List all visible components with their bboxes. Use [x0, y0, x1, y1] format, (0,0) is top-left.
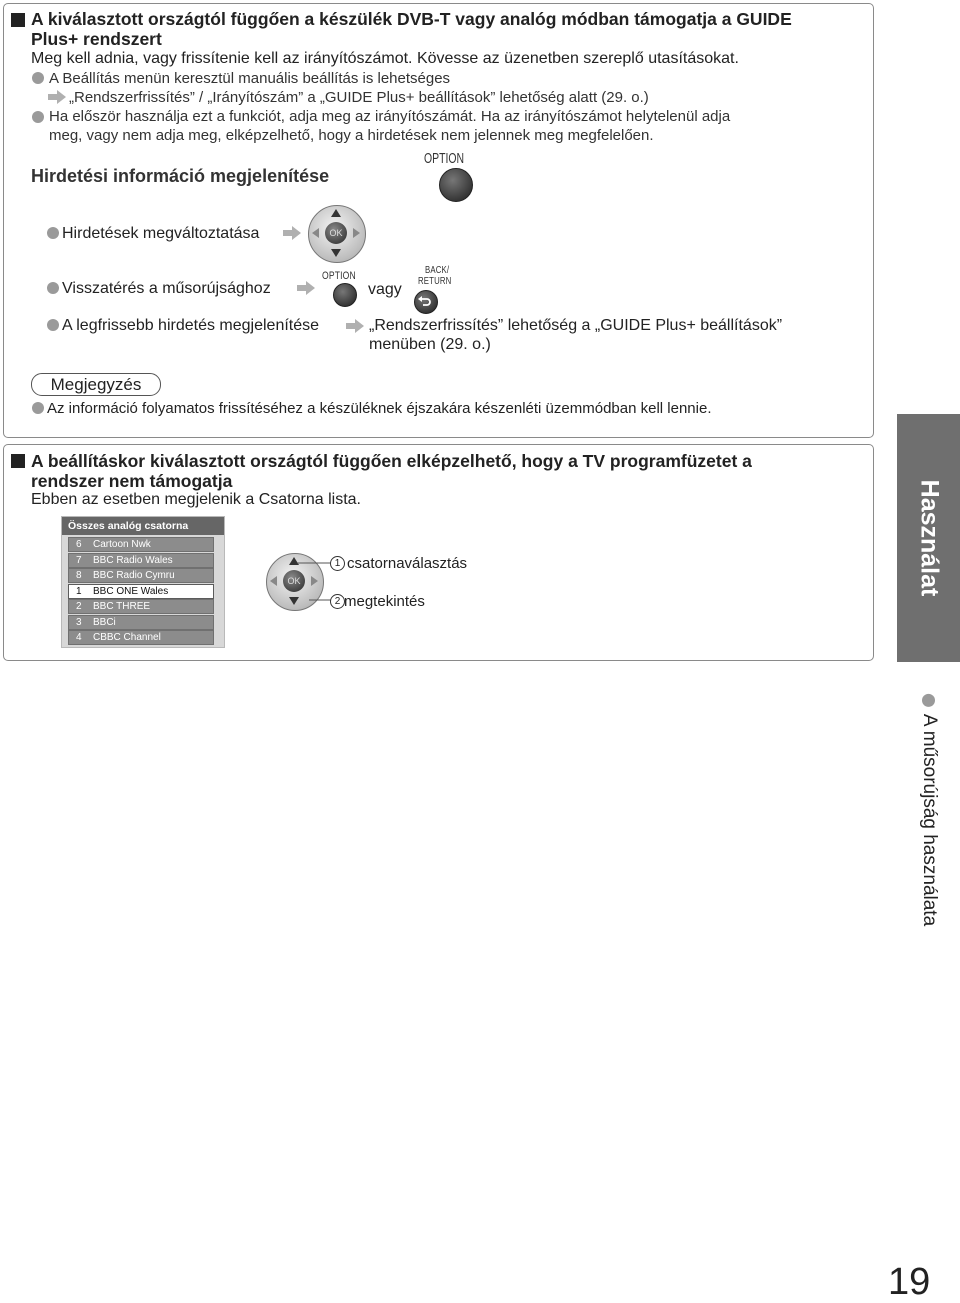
or-text: vagy: [368, 281, 402, 298]
section2-heading-line1: A beállításkor kiválasztott országtól függően elképzelhető, hogy a TV programfüzetet a: [31, 451, 752, 471]
channel-list-item[interactable]: [68, 584, 214, 599]
row3-text-line1: „Rendszerfrissítés” lehetőség a „GUIDE Plus+ beállítások”: [369, 317, 783, 334]
channel-number: 2: [76, 601, 82, 612]
channel-name: BBCi: [93, 616, 116, 628]
option-button-label: OPTION: [424, 151, 465, 167]
bullet1-arrow-text: „Rendszerfrissítés” / „Irányítószám” a „GUIDE Plus+ beállítások” lehetőség alatt (29. o.): [69, 89, 649, 106]
channel-number: 4: [76, 632, 82, 643]
bullet2-text-line1: Ha először használja ezt a funkciót, adja meg az irányítószámát. Ha az irányítószámot helytelenül adja: [49, 108, 731, 125]
bullet-dot-icon: [32, 402, 44, 414]
arrow-right-icon: [297, 281, 315, 295]
section2-intro: Ebben az esetben megjelenik a Csatorna lista.: [31, 491, 361, 508]
channel-list-panel: [61, 516, 225, 648]
left-arrow-icon: [270, 576, 277, 586]
sidebar-title: Használat: [915, 479, 944, 597]
channel-list-item[interactable]: [68, 599, 214, 614]
return-arrow-icon: [418, 295, 432, 307]
channel-number: 3: [76, 616, 82, 628]
subheading: Hirdetési információ megjelenítése: [31, 166, 330, 186]
section2-heading-line2: rendszer nem támogatja: [31, 471, 233, 491]
bullet1-text: A Beállítás menün keresztül manuális beállítás is lehetséges: [49, 70, 451, 87]
sidebar-subtitle-wrap: [918, 694, 940, 926]
bullet-dot-icon: [923, 694, 936, 707]
channel-list-item[interactable]: [68, 553, 214, 568]
channel-number: 7: [76, 554, 82, 566]
channel-list-item[interactable]: [68, 537, 214, 552]
channel-number: 8: [76, 570, 82, 581]
channel-name: BBC Radio Wales: [93, 554, 173, 566]
section1-heading-line2: Plus+ rendszert: [31, 29, 162, 49]
channel-list-title: Összes analóg csatorna: [62, 517, 224, 535]
channel-name: BBC THREE: [93, 601, 151, 612]
row1-label: Hirdetések megváltoztatása: [62, 225, 260, 242]
option-button[interactable]: [439, 168, 473, 202]
connector-lines: [295, 560, 335, 610]
channel-name: Cartoon Nwk: [93, 539, 151, 550]
left-arrow-icon: [312, 228, 319, 238]
heading-square-icon: [11, 13, 25, 27]
row2-label: Visszatérés a műsorújsághoz: [62, 280, 271, 297]
channel-number: 1: [76, 585, 82, 597]
channel-name: BBC Radio Cymru: [93, 570, 175, 581]
step2-text: megtekintés: [344, 593, 425, 610]
back-label-line2: RETURN: [418, 276, 452, 287]
arrow-right-icon: [346, 319, 364, 333]
row3-label: A legfrissebb hirdetés megjelenítése: [62, 317, 320, 334]
section1-heading-line1: A kiválasztott országtól függően a készülék DVB-T vagy analóg módban támogatja a GUIDE: [31, 9, 792, 29]
note-text: Az információ folyamatos frissítéséhez a készüléknek éjszakára készenléti üzemmódban kell lennie.: [47, 400, 712, 417]
channel-list-item[interactable]: [68, 568, 214, 583]
bullet-dot-icon: [47, 319, 59, 331]
option-button-label: OPTION: [322, 270, 356, 282]
ok-button[interactable]: OK: [325, 222, 347, 244]
up-arrow-icon[interactable]: [331, 209, 341, 217]
bullet-dot-icon: [32, 111, 44, 123]
channel-name: CBBC Channel: [93, 632, 161, 643]
bullet-dot-icon: [47, 227, 59, 239]
section1-intro: Meg kell adnia, vagy frissítenie kell az irányítószámot. Kövesse az üzenetben szereplő utasításokat.: [31, 50, 739, 67]
right-arrow-icon: [353, 228, 360, 238]
arrow-right-icon: [283, 226, 301, 240]
channel-list-item[interactable]: [68, 615, 214, 630]
heading-square-icon: [11, 454, 25, 468]
step1-text: csatornaválasztás: [347, 555, 468, 572]
bullet-dot-icon: [47, 282, 59, 294]
sidebar-subtitle: A műsorújság használata: [919, 713, 940, 927]
note-label: Megjegyzés: [31, 373, 161, 396]
back-label-line1: BACK/: [425, 265, 450, 276]
step1-marker: 1: [330, 556, 345, 571]
bullet-dot-icon: [32, 72, 44, 84]
ok-button[interactable]: OK: [283, 570, 305, 592]
row3-text-line2: menüben (29. o.): [369, 336, 491, 353]
channel-number: 6: [76, 539, 82, 550]
option-button[interactable]: [333, 283, 357, 307]
page-number: 19: [888, 1261, 931, 1303]
channel-list-item[interactable]: [68, 630, 214, 645]
down-arrow-icon[interactable]: [331, 249, 341, 257]
arrow-right-icon: [48, 90, 66, 104]
step2-marker: 2: [330, 594, 345, 609]
bullet2-text-line2: meg, vagy nem adja meg, elképzelhető, hogy a hirdetések nem jelennek meg megfelelően.: [49, 127, 654, 144]
channel-name: BBC ONE Wales: [93, 585, 169, 597]
